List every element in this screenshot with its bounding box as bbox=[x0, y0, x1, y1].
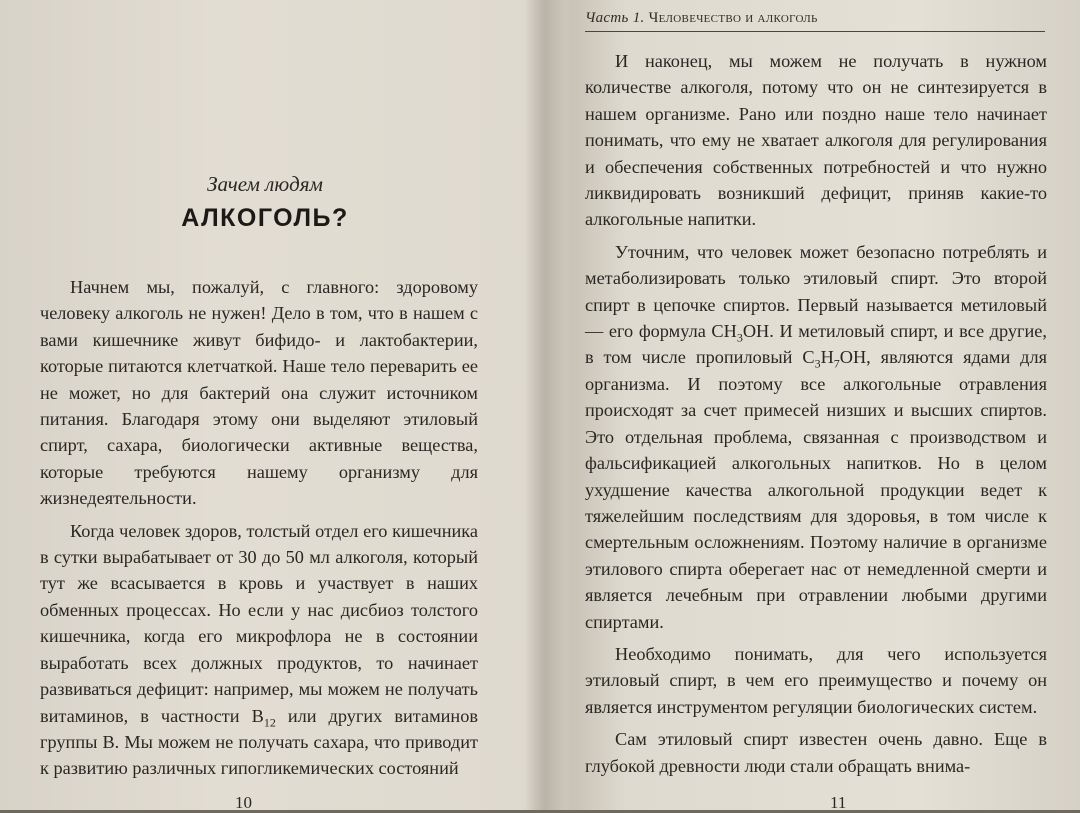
right-page bbox=[585, 0, 1055, 810]
left-paragraph-2-part-a: Когда человек здоров, толстый отдел его кишечника в сутки вырабатывает от 30 до 50 мл алкоголя, который тут же всасывается в кровь и участвует в наших обменных процессах. Но если у нас дисбиоз толстого кишечника, когда его микрофлора не в состоянии выработать всех должных продуктов, то начинает развиваться дефицит: например, мы можем не получать витаминов, в частности B bbox=[40, 520, 478, 726]
page-number-right: 11 bbox=[830, 793, 847, 812]
chapter-title: АЛКОГОЛЬ? bbox=[181, 204, 349, 232]
right-paragraph-2-part-d: OH, являются ядами для организма. И поэтому все алкогольные отравления происходят за счет примесей низших и высших спиртов. Это отдельная проблема, связанная с производством и фальсификацией алкогольных напитков. Но в целом ухудшение качества алкогольной продукции ведет к тяжелейшим последствиям для здоровья, в том числе к смертельным осложнениям. Поэтому наличие в организме этилового спирта оберегает нас от немедленной смерти и является лечебным при отравлении любыми другими спиртами. bbox=[585, 347, 1048, 632]
right-paragraph-4: Сам этиловый спирт известен очень давно. Еще в глубокой древности люди стали обращать внима- bbox=[585, 729, 1047, 776]
right-paragraph-2 bbox=[585, 239, 1047, 635]
formula-subscript: 3 bbox=[736, 330, 743, 345]
header-title: Человечество и алкоголь bbox=[648, 10, 818, 26]
header-part: Часть 1. bbox=[585, 10, 645, 26]
running-header bbox=[585, 10, 1045, 32]
formula-subscript: 7 bbox=[833, 357, 840, 372]
book-gutter bbox=[525, 0, 565, 810]
left-paragraph-2-part-b: или других витаминов группы B. Мы можем не получать сахара, что приводит к развитию различных гипогликемических состояний bbox=[40, 705, 478, 779]
right-paragraph-2-part-a: Уточним, что человек может безопасно потреблять и метаболизировать только этиловый спирт. Это второй спирт в цепочке спиртов. Первый называется метиловый — его формула CH bbox=[585, 241, 1047, 342]
left-page-text bbox=[40, 274, 478, 782]
right-paragraph-3: Необходимо понимать, для чего используется этиловый спирт, в чем его преимущество и почему он является инструментом регуляции биологических систем. bbox=[585, 643, 1047, 717]
page-number-left: 10 bbox=[235, 793, 252, 812]
chapter-subtitle: Зачем людям bbox=[207, 172, 323, 196]
right-paragraph-2-part-c: H bbox=[820, 347, 834, 368]
right-page-text bbox=[585, 48, 1047, 779]
right-paragraph-2-part-b: OH. И метиловый спирт, и все другие, в том числе пропиловый C bbox=[585, 321, 1047, 368]
left-paragraph-1: Начнем мы, пожалуй, с главного: здоровому человеку алкоголь не нужен! Дело в том, что в нашем с вами кишечнике живут бифидо- и лактобактерии, которые питаются клетчаткой. Наше тело переварить ее не может, но для бактерий она служит источником питания. Благодаря этому они выделяют этиловый спирт, сахара, биологически активные вещества, которые требуются нашему организму для жизнедеятельности. bbox=[40, 277, 478, 509]
left-paragraph-2 bbox=[40, 518, 478, 782]
left-page bbox=[40, 0, 490, 810]
formula-subscript: 3 bbox=[814, 357, 821, 372]
right-paragraph-1: И наконец, мы можем не получать в нужном количестве алкоголя, потому что он не синтезируется в нашем организме. Рано или поздно наше тело начинает понимать, что ему не хватает алкоголя для регулирования и обеспечения собственных потребностей и что нужно ликвидировать возникший дефицит, приняв какие-то алкогольные напитки. bbox=[585, 51, 1047, 230]
vitamin-subscript: 12 bbox=[263, 715, 276, 730]
